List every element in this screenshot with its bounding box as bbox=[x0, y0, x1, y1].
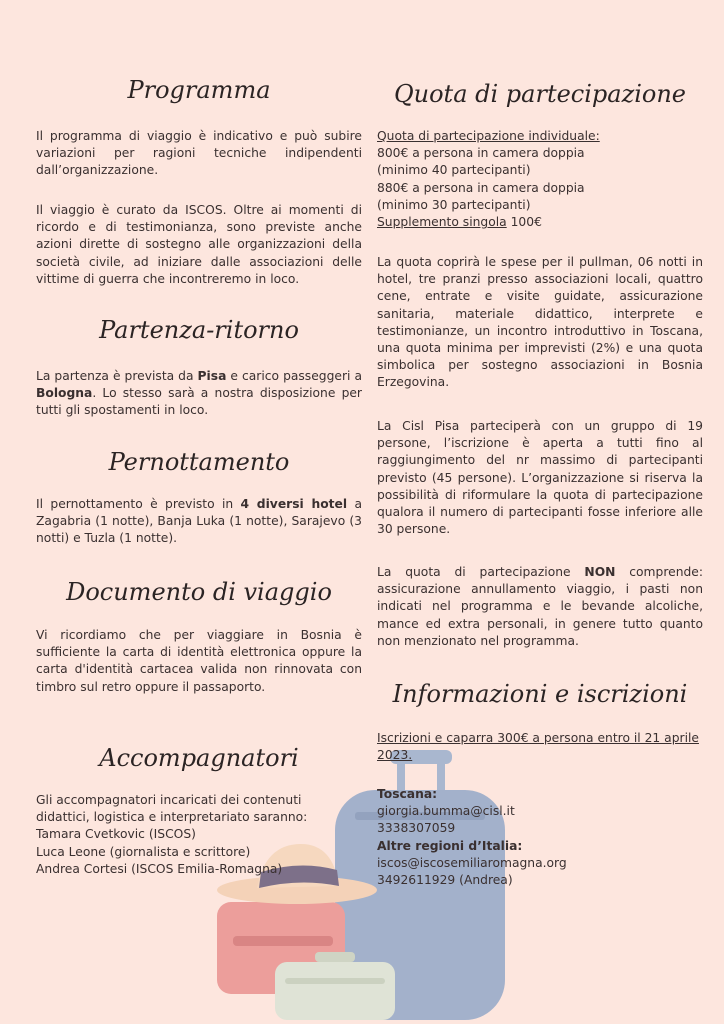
quota-paragraph-cisl: La Cisl Pisa parteciperà con un gruppo di 19 persone, l’iscrizione è aperta a tutti fino al raggiungimento del nr massimo di partecipanti previsto (45 persone). L’organizzazione si riserva la possibilità di riformulare la quota di partecipazione qualora il numero di partecipanti fosse inferiore alle 30 persone. bbox=[377, 419, 703, 537]
quota-prices: Quota di partecipazione individuale: 800€ a persona in camera doppia (minimo 40 partecipanti) 880€ a persona in camera doppia (minimo 30 partecipanti) Supplemento singola 100€ bbox=[377, 129, 600, 230]
quota-paragraph-non: La quota di partecipazione NON comprende: assicurazione annullamento viaggio, i pasti non indicati nel programma e le bevande alcoliche, mance ed extra personali, in genere tutto quanto non menzionato nel programma. bbox=[377, 565, 703, 648]
accompagnatori-title: Accompagnatori bbox=[99, 744, 299, 772]
quota-paragraph-coverage: La quota coprirà le spese per il pullman, 06 notti in hotel, tre pranzi presso associazioni locali, quattro cene, entrate e visite guidate, assicurazione sanitaria, materiale didattico, interprete e testimonianze, un incontro introduttivo in Toscana, una quota minima per imprevisti (2%) e una quota simbolica per sostegno associazioni in Bosnia Erzegovina. bbox=[377, 255, 703, 390]
documento-paragraph: Vi ricordiamo che per viaggiare in Bosnia è sufficiente la carta di identità elettronica oppure la carta d'identità cartacea valida non rinnovata con timbro sul retro oppure il passaporto. bbox=[36, 628, 362, 694]
programma-paragraph-2: Il viaggio è curato da ISCOS. Oltre ai momenti di ricordo e di testimonianza, sono previste anche azioni dirette di sostegno alle organizzazioni della società civile, ad iniziare dalle associazioni delle vittime di guerra che incontreremo in loco. bbox=[36, 203, 362, 286]
accompagnatore-2: Luca Leone (giornalista e scrittore) bbox=[36, 844, 251, 859]
partenza-paragraph: La partenza è prevista da Pisa e carico passeggeri a Bologna. Lo stesso sarà a nostra disposizione per tutti gli spostamenti in loco. bbox=[36, 369, 362, 418]
quota-title: Quota di partecipazione bbox=[393, 80, 687, 108]
altre-phone: 3492611929 (Andrea) bbox=[377, 873, 513, 888]
programma-paragraph-1: Il programma di viaggio è indicativo e può subire variazioni per ragioni tecniche indipendenti dall’organizzazione. bbox=[36, 129, 362, 178]
programma-title: Programma bbox=[127, 76, 271, 104]
toscana-phone: 3338307059 bbox=[377, 821, 456, 836]
documento-title: Documento di viaggio bbox=[66, 578, 332, 606]
toscana-email-link[interactable]: giorgia.bumma@cisl.it bbox=[377, 804, 515, 819]
pernottamento-paragraph: Il pernottamento è previsto in 4 diversi hotel a Zagabria (1 notte), Banja Luka (1 notte), Sarajevo (3 notti) e Tuzla (1 notte). bbox=[36, 497, 362, 546]
altre-email-link[interactable]: iscos@iscosemiliaromagna.org bbox=[377, 855, 567, 870]
accompagnatori-list: Gli accompagnatori incaricati dei contenuti didattici, logistica e interpretariato saranno: Tamara Cvetkovic (ISCOS) Luca Leone (giornalista e scrittore) Andrea Cortesi (ISCOS Emilia-Romagna) bbox=[36, 792, 336, 878]
informazioni-contacts: Toscana: giorgia.bumma@cisl.it 3338307059 Altre regioni d’Italia: iscos@iscosemiliaromagna.org 3492611929 (Andrea) bbox=[377, 786, 703, 889]
pernottamento-title: Pernottamento bbox=[108, 448, 290, 476]
accompagnatore-1: Tamara Cvetkovic (ISCOS) bbox=[36, 827, 196, 842]
accompagnatore-3: Andrea Cortesi (ISCOS Emilia-Romagna) bbox=[36, 861, 283, 876]
informazioni-title: Informazioni e iscrizioni bbox=[392, 680, 688, 708]
informazioni-deadline: Iscrizioni e caparra 300€ a persona entro il 21 aprile 2023. bbox=[377, 731, 699, 763]
partenza-title: Partenza-ritorno bbox=[99, 316, 299, 344]
